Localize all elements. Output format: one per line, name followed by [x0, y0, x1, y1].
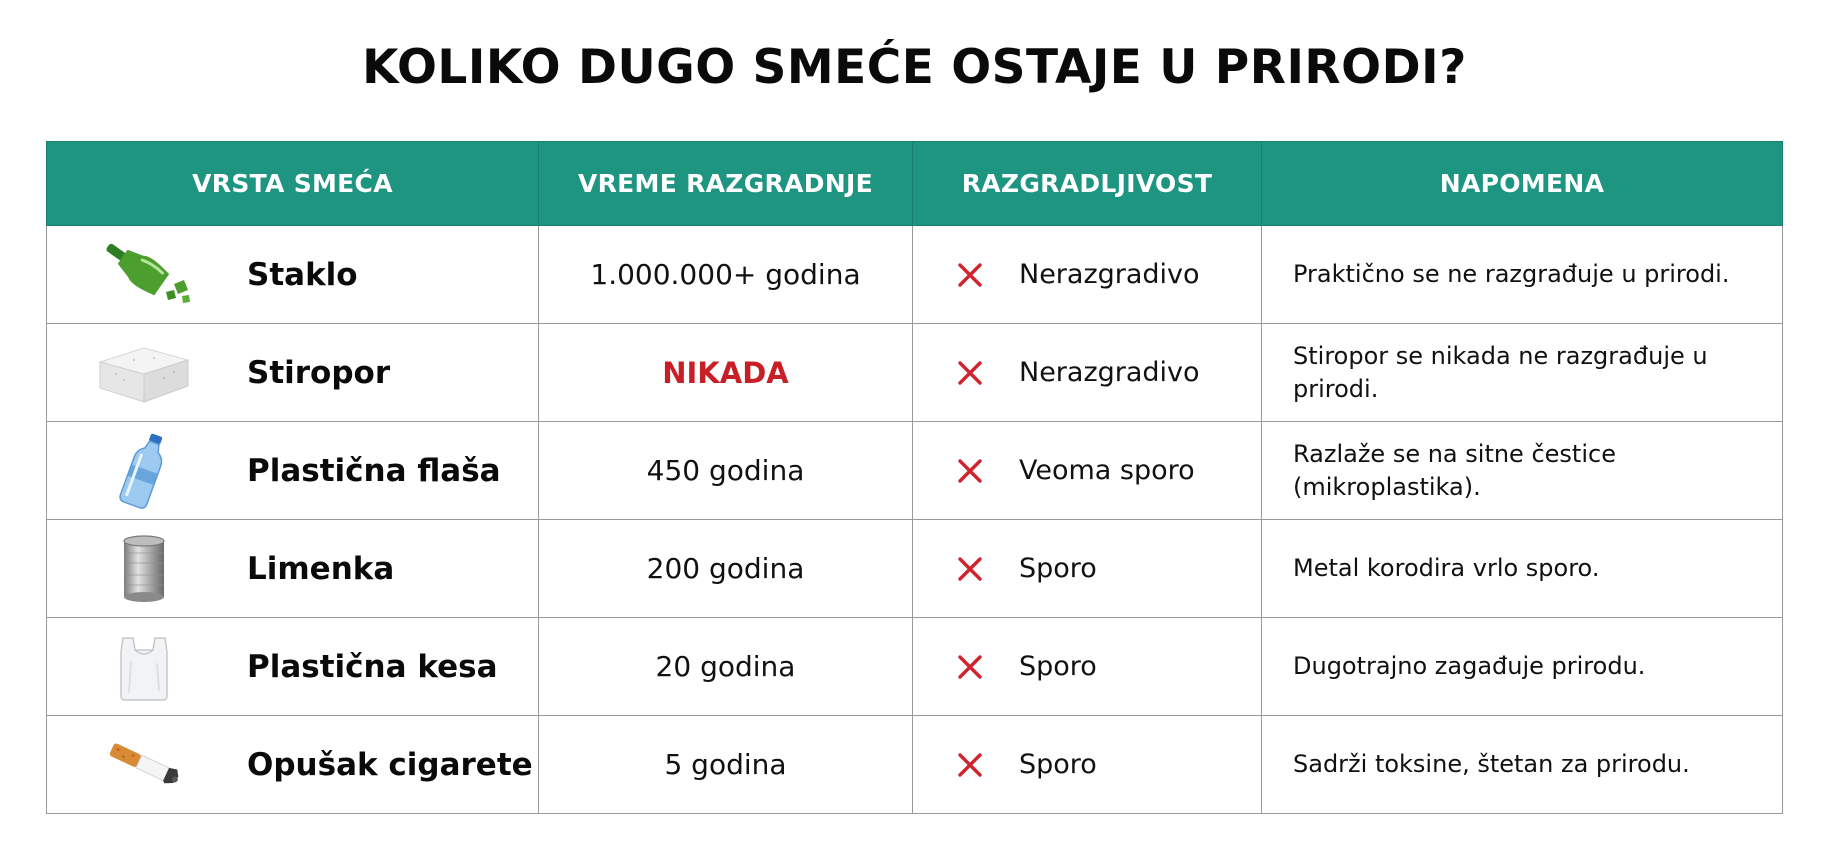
cigarette-butt-icon: [89, 717, 199, 813]
degradability-label: Nerazgradivo: [1019, 259, 1200, 290]
degradability-cell: [913, 520, 1262, 618]
table-row: [47, 520, 1783, 618]
time-value: 5 godina: [539, 716, 913, 814]
tin-can-icon: [89, 521, 199, 617]
x-mark-icon: [955, 358, 985, 388]
glass-bottle-icon: [89, 227, 199, 323]
note-text: Razlaže se na sitne čestice (mikroplastika).: [1262, 422, 1783, 520]
note-text: Praktično se ne razgrađuje u prirodi.: [1262, 226, 1783, 324]
note-text: Dugotrajno zagađuje prirodu.: [1262, 618, 1783, 716]
header-time: VREME RAZGRADNJE: [539, 142, 913, 226]
type-cell: [47, 716, 539, 814]
degradability-cell: [913, 618, 1262, 716]
type-name: Limenka: [247, 550, 395, 587]
table-row: [47, 716, 1783, 814]
type-name: Opušak cigarete: [247, 746, 533, 783]
degradability-cell: [913, 422, 1262, 520]
table-row: [47, 618, 1783, 716]
degradability-label: Nerazgradivo: [1019, 357, 1200, 388]
page-title: KOLIKO DUGO SMEĆE OSTAJE U PRIRODI?: [362, 40, 1467, 95]
degradability-label: Sporo: [1019, 553, 1097, 584]
x-mark-icon: [955, 750, 985, 780]
degradability-cell: [913, 324, 1262, 422]
plastic-bottle-icon: [89, 423, 199, 519]
type-cell: [47, 618, 539, 716]
decomposition-table: [46, 141, 1783, 814]
table-row: [47, 324, 1783, 422]
type-cell: [47, 226, 539, 324]
x-mark-icon: [955, 554, 985, 584]
table-header-row: [47, 142, 1783, 226]
time-value: 200 godina: [539, 520, 913, 618]
time-value: 1.000.000+ godina: [539, 226, 913, 324]
styrofoam-icon: [89, 325, 199, 421]
degradability-label: Sporo: [1019, 749, 1097, 780]
header-degradability: RAZGRADLJIVOST: [913, 142, 1262, 226]
x-mark-icon: [955, 652, 985, 682]
table-row: [47, 226, 1783, 324]
header-type: VRSTA SMEĆA: [47, 142, 539, 226]
table-row: [47, 422, 1783, 520]
type-name: Stiropor: [247, 354, 391, 391]
header-note: NAPOMENA: [1262, 142, 1783, 226]
type-cell: [47, 422, 539, 520]
time-value: 20 godina: [539, 618, 913, 716]
note-text: Metal korodira vrlo sporo.: [1262, 520, 1783, 618]
x-mark-icon: [955, 456, 985, 486]
note-text: Stiropor se nikada ne razgrađuje u prirodi.: [1262, 324, 1783, 422]
degradability-label: Sporo: [1019, 651, 1097, 682]
time-value: 450 godina: [539, 422, 913, 520]
type-name: Plastična kesa: [247, 648, 498, 685]
degradability-cell: [913, 226, 1262, 324]
degradability-label: Veoma sporo: [1019, 455, 1195, 486]
type-name: Plastična flaša: [247, 452, 501, 489]
type-name: Staklo: [247, 256, 358, 293]
type-cell: [47, 520, 539, 618]
type-cell: [47, 324, 539, 422]
x-mark-icon: [955, 260, 985, 290]
plastic-bag-icon: [89, 619, 199, 715]
note-text: Sadrži toksine, štetan za prirodu.: [1262, 716, 1783, 814]
time-value: NIKADA: [539, 324, 913, 422]
degradability-cell: [913, 716, 1262, 814]
